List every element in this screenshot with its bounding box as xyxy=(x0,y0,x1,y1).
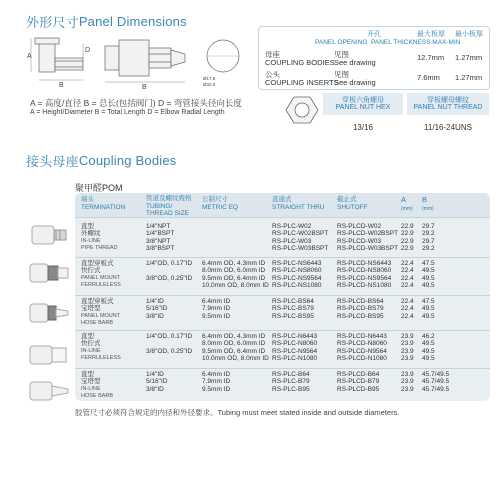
dim-label-b: B xyxy=(59,82,64,89)
row1-name-en: COUPLING BODIES xyxy=(265,58,335,67)
dimension-legend-cn: A = 高度/直径 B = 总长(包括阀门) D = 弯管接头径向长度 xyxy=(30,98,242,108)
group-col-a: 22.9 22.9 22.9 22.9 xyxy=(401,223,414,253)
dimension-legend-en: A = Height/Diameter B = Total Length D = Elbow Radial Length xyxy=(30,109,225,116)
group-label-cn: 宝塔型 xyxy=(81,378,101,386)
group-separator xyxy=(75,330,490,331)
nut-thread-value: 11/16-24UNS xyxy=(424,123,472,132)
panel-dimensions-title-en: Panel Dimensions xyxy=(78,14,187,29)
group-col-b: 46.2 49.5 49.5 49.5 xyxy=(422,333,435,363)
product-thumb-inline-ferruleless xyxy=(26,338,72,372)
col-opening-en: PANEL OPENING xyxy=(315,39,368,46)
group-col-shutoff: RS-PLCD-NS6443 RS-PLCD-NS8060 RS-PLCD-NS9564 RS-PLCD-NS1080 xyxy=(337,260,392,290)
group-label-en: IN-LINE xyxy=(81,385,101,392)
group-col-metric: 6.4mm ID 7.9mm ID 9.5mm ID xyxy=(202,371,231,393)
group-col-a: 23.9 23.9 23.9 xyxy=(401,371,414,393)
material-label: 聚甲醛POM xyxy=(75,183,123,193)
group-col-metric: 6.4mm OD, 4.3mm ID 8.0mm OD, 6.0mm ID 9.5mm OD, 6.4mm ID 10.0mm OD, 8.0mm ID xyxy=(202,333,269,363)
group-col-a: 23.9 23.9 23.9 23.9 xyxy=(401,333,414,363)
coupling-bodies-title xyxy=(26,151,177,170)
row1-open-en: See drawing xyxy=(334,58,376,67)
dim-label-d: D xyxy=(85,47,91,54)
nut-thread-cn: 穿板螺母螺纹 xyxy=(427,97,469,104)
dim-label-cutout-2: Ø32.0 xyxy=(203,82,216,87)
group-label-en: PANEL MOUNT xyxy=(81,312,121,319)
group-label-en: PIPE THREAD xyxy=(81,245,118,252)
hdr-tube-cn: 管道及螺纹规格 xyxy=(146,195,192,202)
hdr-shutoff-en: SHUTOFF xyxy=(337,204,368,211)
hdr-term-en: TERMINATION xyxy=(81,204,126,211)
group-col-straight: RS-PLC-B64 RS-PLC-B79 RS-PLC-B95 xyxy=(272,371,310,393)
row2-name-en: COUPLING INSERTS xyxy=(265,78,339,87)
dim-label-b2: B xyxy=(142,84,147,90)
coupling-title-en: Coupling Bodies xyxy=(78,153,177,168)
group-label-en: FERRULELESS xyxy=(81,355,121,362)
group-col-shutoff: RS-PLCD-BS64 RS-PLCD-BS79 RS-PLCD-BS95 xyxy=(337,298,384,320)
hdr-a: A xyxy=(401,195,407,204)
group-col-tube: 1/4"ID 5/16"ID 3/8"ID xyxy=(146,298,168,320)
elbow-drawing xyxy=(35,38,83,72)
row1-max: 12.7mm xyxy=(417,53,445,62)
col-thickness-en: PANEL THICKNESS MAX-MIN xyxy=(371,39,461,46)
product-thumb-inline-thread xyxy=(26,218,72,252)
nut-hex-en: PANEL NUT HEX xyxy=(335,104,391,111)
panel-cutout-drawing xyxy=(207,40,239,72)
col-min-cn: 最小板厚 xyxy=(455,31,483,38)
group-label-cn: 快拧式 xyxy=(81,267,101,275)
group-col-straight: RS-PLC-N6443 RS-PLC-N8060 RS-PLC-N9564 RS-PLC-N1080 xyxy=(272,333,318,363)
group-col-b: 29.7 29.2 29.7 29.2 xyxy=(422,223,435,253)
row2-min: 1.27mm xyxy=(455,73,483,82)
group-col-shutoff: RS-PLCD-W02 RS-PLCD-W02BSPT RS-PLCD-W03 RS-PLCD-W03BSPT xyxy=(337,223,399,253)
group-label-cn: 外螺纹 xyxy=(81,230,101,238)
footnote: 胶管尺寸必须符合规定的内径和外径要求。Tubing must meet stated inside and outside diameters. xyxy=(75,408,400,417)
hdr-straight-cn: 直通式 xyxy=(272,196,292,203)
group-col-tube: 1/4"OD, 0.17"ID 3/8"OD, 0.25"ID xyxy=(146,260,193,282)
panel-nut-table xyxy=(323,93,489,147)
coupling-title-cn: 接头母座 xyxy=(26,154,79,169)
group-label-cn: 快拧式 xyxy=(81,340,101,348)
group-col-straight: RS-PLC-BS64 RS-PLC-BS79 RS-PLC-BS95 xyxy=(272,298,314,320)
product-thumb-panel-ferruleless xyxy=(26,256,72,290)
hdr-a-unit: (mm) xyxy=(401,206,413,212)
group-label-en: PANEL MOUNT xyxy=(81,274,121,281)
group-col-b: 45.7/49.5 45.7/49.5 45.7/49.5 xyxy=(422,371,450,393)
group-col-tube: 1/4"ID 5/16"ID 3/8"ID xyxy=(146,371,168,393)
group-col-straight: RS-PLC-NS6443 RS-PLC-NS8060 RS-PLC-NS9564 RS-PLC-NS1080 xyxy=(272,260,322,290)
hdr-tube-en1: TUBING/ xyxy=(146,203,173,210)
coupling-bodies-table xyxy=(75,193,490,401)
group-separator xyxy=(75,295,490,296)
group-label-cn: 直型 xyxy=(81,223,94,230)
product-thumb-panel-barb xyxy=(26,296,72,330)
group-col-metric: 6.4mm OD, 4.3mm ID 8.0mm OD, 6.0mm ID 9.5mm OD, 6.4mm ID 10.0mm OD, 8.0mm ID xyxy=(202,260,269,290)
hdr-b-unit: (mm) xyxy=(422,206,434,212)
hdr-shutoff-cn: 截止式 xyxy=(337,196,357,203)
group-col-a: 22.4 22.4 22.4 xyxy=(401,298,414,320)
group-col-b: 47.5 49.5 49.5 xyxy=(422,298,435,320)
dimension-drawing xyxy=(25,30,250,90)
panel-dimensions-title xyxy=(26,12,187,31)
col-max-cn: 最大板厚 xyxy=(417,31,445,38)
straight-drawing xyxy=(105,40,185,76)
nut-hex-value: 13/16 xyxy=(352,123,374,132)
group-label-cn: 直型 xyxy=(81,371,94,378)
hdr-term-cn: 端头 xyxy=(81,196,94,203)
row2-open-en: See drawing xyxy=(334,78,376,87)
hdr-metric-en: METRIC EQ xyxy=(202,204,239,211)
group-col-metric: 6.4mm ID 7.9mm ID 9.5mm ID xyxy=(202,298,231,320)
group-label-cn: 直型 xyxy=(81,333,94,340)
hdr-straight-en: STRAIGHT THRU xyxy=(272,204,325,211)
group-col-tube: 1/4"OD, 0.17"ID 3/8"OD, 0.25"ID xyxy=(146,333,193,355)
hdr-metric-cn: 公制尺寸 xyxy=(202,196,228,203)
row2-open-cn: 见图 xyxy=(334,70,349,79)
dim-label-a: A xyxy=(27,53,32,60)
row2-max: 7.6mm xyxy=(417,73,440,82)
group-label-cn: 宝塔型 xyxy=(81,305,101,313)
hdr-tube-en2: THREAD SIZE xyxy=(146,210,189,217)
group-label-en: HOSE BARB xyxy=(81,393,114,400)
group-col-a: 22.4 22.4 22.4 22.4 xyxy=(401,260,414,290)
hex-nut-icon xyxy=(285,95,319,125)
dim-label-cutout-1: Ø17.5 xyxy=(203,76,216,81)
group-col-tube: 1/4"NPT 1/4"BSPT 3/8"NPT 3/8"BSPT xyxy=(146,223,175,253)
group-col-b: 47.5 49.5 49.5 49.5 xyxy=(422,260,435,290)
group-separator xyxy=(75,368,490,369)
group-col-shutoff: RS-PLCD-N6443 RS-PLCD-N8060 RS-PLCD-N9564 RS-PLCD-N1080 xyxy=(337,333,387,363)
group-label-en: IN-LINE xyxy=(81,237,101,244)
nut-hex-cn: 穿板六角螺母 xyxy=(342,97,384,104)
row1-name-cn: 母座 xyxy=(265,50,280,59)
group-col-shutoff: RS-PLCD-B64 RS-PLCD-B79 RS-PLCD-B95 xyxy=(337,371,380,393)
group-label-cn: 直型穿板式 xyxy=(81,260,114,267)
group-separator xyxy=(75,257,490,258)
col-opening-cn: 开孔 xyxy=(367,31,381,38)
group-label-en: FERRULELESS xyxy=(81,282,121,289)
panel-opening-table xyxy=(258,26,490,90)
group-label-cn: 直型穿板式 xyxy=(81,298,114,305)
product-thumb-inline-barb xyxy=(26,374,72,408)
hdr-b: B xyxy=(422,195,428,204)
group-label-en: IN-LINE xyxy=(81,347,101,354)
row2-name-cn: 公头 xyxy=(265,70,280,79)
coupling-table-header xyxy=(75,193,490,218)
row1-min: 1.27mm xyxy=(455,53,483,62)
row1-open-cn: 见图 xyxy=(334,50,349,59)
group-label-en: HOSE BARB xyxy=(81,320,114,327)
panel-dimensions-title-cn: 外形尺寸 xyxy=(26,15,79,30)
group-col-straight: RS-PLC-W02 RS-PLC-W02BSPT RS-PLC-W03 RS-PLC-W03BSPT xyxy=(272,223,329,253)
nut-thread-en: PANEL NUT THREAD xyxy=(413,104,483,111)
